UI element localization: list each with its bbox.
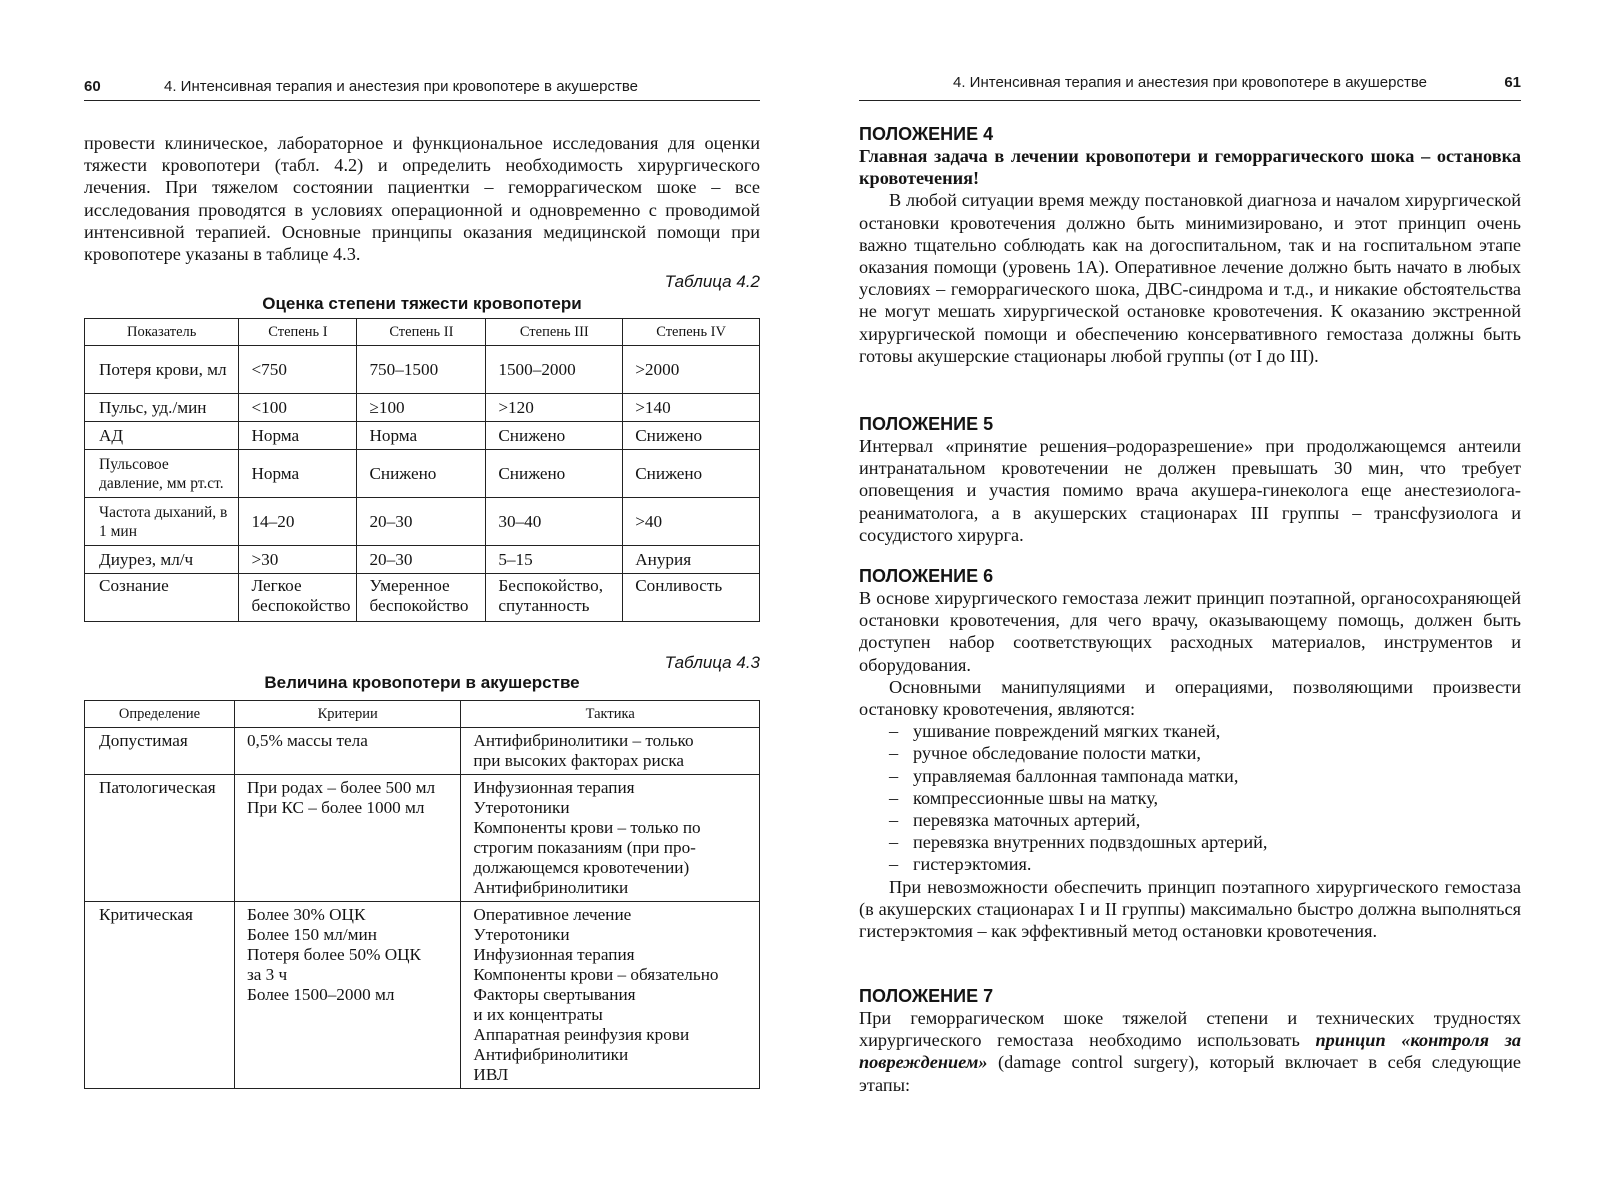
list-item: – управляемая баллонная тампонада матки, (889, 765, 1521, 787)
table-cell: Легкое беспокойство (239, 574, 357, 622)
text-run: (damage control surgery), который включает в себя следующие этапы: (859, 1052, 1521, 1095)
table-cell: Снижено (486, 450, 623, 498)
tactics-line: Компоненты крови – обязательно (473, 965, 719, 984)
section-heading: ПОЛОЖЕНИЕ 6 (859, 566, 994, 586)
tactics-line: Утеротоники (473, 798, 570, 817)
table-4-3-number: Таблица 4.3 (664, 653, 760, 672)
tactics-line: Антифибринолитики (473, 878, 629, 897)
table-row (85, 394, 760, 422)
table-cell: Пульс, уд./мин (85, 394, 239, 422)
tactics-cell (461, 902, 760, 1089)
table-header-row (85, 319, 760, 346)
table-4-3-title: Величина кровопотери в акушерстве (264, 673, 580, 692)
blood-loss-severity-table (84, 318, 760, 622)
section-5 (859, 414, 1521, 546)
column-header: Степень II (357, 319, 486, 346)
table-cell: 14–20 (239, 498, 357, 546)
section-paragraph: При невозможности обеспечить принцип поэтапного хирургического гемостаза (в акушерских стационарах I и II группы) максимально быстро должна выполняться гистерэктомия – как эффективный метод остановки кровотечения. (859, 876, 1521, 942)
column-header: Показатель (85, 319, 239, 346)
table-cell: 20–30 (357, 546, 486, 574)
table-cell: >30 (239, 546, 357, 574)
list-item: – гистерэктомия. (889, 853, 1521, 875)
table-cell: 750–1500 (357, 346, 486, 394)
section-7 (859, 986, 1521, 1096)
table-cell: >140 (623, 394, 760, 422)
table-cell: >120 (486, 394, 623, 422)
criteria-line: Более 1500–2000 мл (246, 985, 395, 1004)
list-item: – компрессионные швы на матку, (889, 787, 1521, 809)
section-heading: ПОЛОЖЕНИЕ 4 (859, 124, 994, 144)
definition-cell: Допустимая (85, 728, 235, 775)
criteria-line: 0,5% массы тела (246, 731, 368, 750)
column-header: Критерии (234, 701, 460, 728)
tactics-line: Антифибринолитики (473, 1045, 629, 1064)
list-item: – ручное обследование полости матки, (889, 742, 1521, 764)
table-cell: <750 (239, 346, 357, 394)
table-cell: Сознание (85, 574, 239, 622)
table-cell: Сонливость (623, 574, 760, 622)
criteria-line: При КС – более 1000 мл (246, 798, 425, 817)
criteria-line: При родах – более 500 мл (246, 778, 436, 797)
table-cell: АД (85, 422, 239, 450)
criteria-line: Более 30% ОЦК (246, 905, 366, 924)
table-row (85, 346, 760, 394)
column-header: Степень I (239, 319, 357, 346)
criteria-cell (234, 775, 460, 902)
table-4-2-number: Таблица 4.2 (664, 272, 760, 291)
section-paragraph: В основе хирургического гемостаза лежит принцип поэтапной, органосохраняющей остановки кровотечения, для чего врачу, оказывающему помощь, должен быть доступен набор соответствующих расходных материалов, инструментов и оборудования. (859, 588, 1521, 675)
tactics-line: Утеротоники (473, 925, 570, 944)
section-paragraph: В любой ситуации время между постановкой диагноза и началом хирургической остановки кровотечения должно быть минимизировано, и этот принцип очень важно тщательно соблюдать как на догоспитальном, так и на госпитальном этапе оказания помощи (уровень 1А). Оперативное лечение должно быть начато в любых условиях – геморрагического шока, ДВС-синдрома и т.д., и никакие обстоятельства не могут мешать хирургической остановке кровотечения. К оказанию экстренной хирургической помощи и обеспечению консервативного гемостаза должны быть готовы акушерские стационары любой группы (от I до III). (859, 190, 1521, 366)
section-heading: ПОЛОЖЕНИЕ 5 (859, 414, 994, 434)
tactics-line: и их концентраты (473, 1005, 603, 1024)
tactics-line: Оперативное лечение (473, 905, 632, 924)
section-paragraph: Интервал «принятие решения–родоразрешение» при продолжающемся антеили интранатальном кровотечении не должен превышать 30 мин, что требует оповещения и участия помимо врача акушера-гинеколога еще анестезиолога-реаниматолога, а в акушерских стационарах III группы – трансфузиолога и сосудистого хирурга. (859, 436, 1521, 545)
table-cell: 30–40 (486, 498, 623, 546)
page-number: 61 (1504, 74, 1521, 91)
table-row (85, 546, 760, 574)
section-6 (859, 566, 1521, 942)
running-title: 4. Интенсивная терапия и анестезия при кровопотере в акушерстве (953, 74, 1428, 91)
tactics-line: Антифибринолитики – только (473, 731, 694, 750)
intro-paragraph: провести клиническое, лабораторное и функциональное исследования для оценки тяжести кровопотери (табл. 4.2) и определить необходимость хирургического лечения. При тяжелом состоянии пациентки – геморрагическом шоке – все исследования проводятся в условиях операционной и одновременно с проводимой интенсивной терапией. Основные принципы оказания медицинской помощи при кровопотере указаны в таблице 4.3. (84, 133, 760, 265)
tactics-line: должающемся кровотечении) (473, 858, 690, 877)
table-cell: Снижено (486, 422, 623, 450)
tactics-line: Инфузионная терапия (473, 945, 635, 964)
text-run: При геморрагическом шоке тяжелой степени и технических трудностях хирургического гемостаза необходимо использовать (859, 1008, 1521, 1051)
table-row (85, 498, 760, 546)
tactics-line: ИВЛ (473, 1065, 509, 1084)
list-item: – ушивание повреждений мягких тканей, (889, 720, 1521, 742)
section-paragraph (859, 1007, 1521, 1096)
column-header: Степень IV (623, 319, 760, 346)
table-cell: Снижено (623, 422, 760, 450)
page-number: 60 (84, 78, 101, 95)
criteria-line: Более 150 мл/мин (246, 925, 377, 944)
definition-cell: Патологическая (85, 775, 235, 902)
table-cell: Потеря крови, мл (85, 346, 239, 394)
table-4-2-title: Оценка степени тяжести кровопотери (262, 294, 582, 313)
column-header: Тактика (461, 701, 760, 728)
tactics-line: Аппаратная реинфузия крови (473, 1025, 690, 1044)
table-cell: Норма (239, 422, 357, 450)
section-heading: ПОЛОЖЕНИЕ 7 (859, 986, 994, 1006)
column-header: Степень III (486, 319, 623, 346)
emphasis-text: принцип «контроля за повреждением» (859, 1030, 1521, 1073)
criteria-line: Потеря более 50% ОЦК (246, 945, 422, 964)
table-cell: Пульсовое давление, мм рт.ст. (85, 450, 239, 498)
tactics-line: при высоких факторах риска (473, 751, 685, 770)
tactics-cell (461, 775, 760, 902)
table-cell: <100 (239, 394, 357, 422)
table-cell: 1500–2000 (486, 346, 623, 394)
table-cell: >2000 (623, 346, 760, 394)
criteria-cell (234, 728, 460, 775)
criteria-cell (234, 902, 460, 1089)
table-cell: Анурия (623, 546, 760, 574)
table-cell: ≥100 (357, 394, 486, 422)
tactics-line: Компоненты крови – только по (473, 818, 701, 837)
section-lead: Главная задача в лечении кровопотери и геморрагического шока – остановка кровотечения! (859, 146, 1521, 189)
tactics-line: Факторы свертывания (473, 985, 636, 1004)
table-cell: Норма (239, 450, 357, 498)
tactics-line: строгим показаниям (при про- (473, 838, 696, 857)
obstetric-blood-loss-table (84, 700, 760, 1089)
table-cell: >40 (623, 498, 760, 546)
table-row (85, 450, 760, 498)
tactics-line: Инфузионная терапия (473, 778, 635, 797)
table-row (85, 728, 760, 775)
table-row (85, 574, 760, 622)
table-header-row (85, 701, 760, 728)
table-cell: 20–30 (357, 498, 486, 546)
table-cell: Снижено (357, 450, 486, 498)
table-cell: Частота дыханий, в 1 мин (85, 498, 239, 546)
column-header: Определение (85, 701, 235, 728)
running-head-left (84, 74, 760, 101)
table-cell: 5–15 (486, 546, 623, 574)
list-item: – перевязка внутренних подвздошных артерий, (889, 831, 1521, 853)
tactics-cell (461, 728, 760, 775)
table-cell: Диурез, мл/ч (85, 546, 239, 574)
table-row (85, 775, 760, 902)
table-cell: Снижено (623, 450, 760, 498)
table-row (85, 422, 760, 450)
table-row (85, 902, 760, 1089)
criteria-line: за 3 ч (246, 965, 288, 984)
table-cell: Норма (357, 422, 486, 450)
table-cell: Беспокойство, спутанность (486, 574, 623, 622)
list-item: – перевязка маточных артерий, (889, 809, 1521, 831)
section-paragraph: Основными манипуляциями и операциями, позволяющими произвести остановку кровотечения, являются: (859, 676, 1521, 720)
running-head-right (859, 74, 1521, 101)
table-cell: Умеренное беспокойство (357, 574, 486, 622)
hemostasis-methods-list (859, 720, 1521, 875)
running-title: 4. Интенсивная терапия и анестезия при кровопотере в акушерстве (164, 78, 639, 95)
definition-cell: Критическая (85, 902, 235, 1089)
section-4 (859, 124, 1521, 367)
